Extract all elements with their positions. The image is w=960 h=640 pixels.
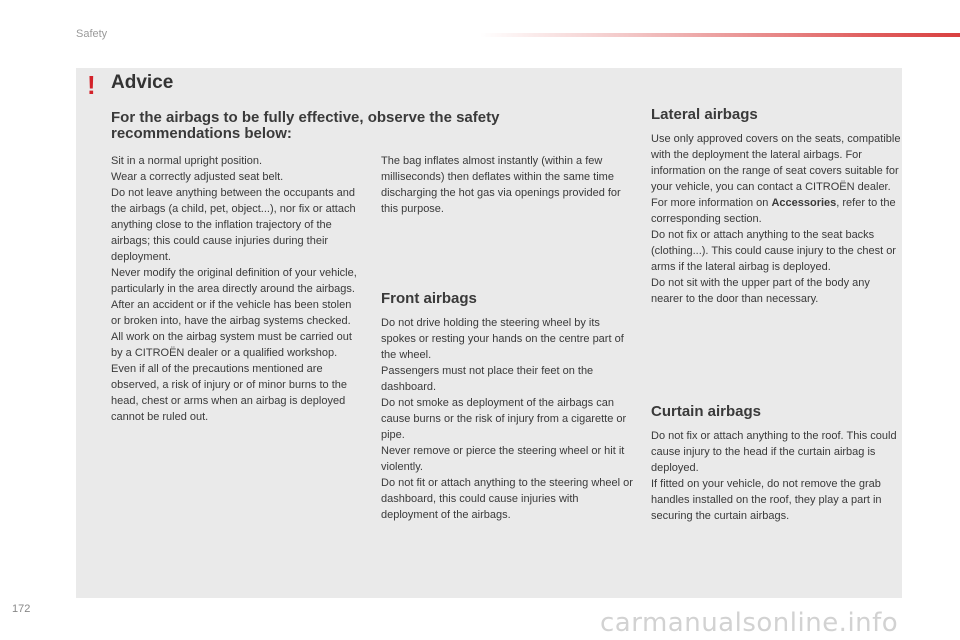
front-line: Do not smoke as deployment of the airbags can cause burns or the risk of injury from a cigarette or pipe. xyxy=(381,397,627,441)
front-line: Never remove or pierce the steering wheel or hit it violently. xyxy=(381,445,625,473)
general-line: Even if all of the precautions mentioned are observed, a risk of injury or of minor burns to the head, chest or arms when an airbag is deployed cannot be ruled out. xyxy=(111,363,347,423)
general-line: All work on the airbag system must be carried out by a CITROËN dealer or a qualified workshop. xyxy=(111,331,352,359)
lateral-airbags-title: Lateral airbags xyxy=(651,106,758,123)
intro-heading: For the airbags to be fully effective, observe the safety recommendations below: xyxy=(111,109,500,142)
general-line: Never modify the original definition of your vehicle, particularly in the area directly around the airbags. xyxy=(111,267,357,295)
general-line: Wear a correctly adjusted seat belt. xyxy=(111,171,284,183)
header-rule xyxy=(480,33,960,37)
section-label: Safety xyxy=(76,28,108,40)
warning-icon: ! xyxy=(87,70,96,100)
general-recommendations xyxy=(111,153,361,425)
general-line: Do not leave anything between the occupants and the airbags (a child, pet, object...), nor fix or attach anything close to the inflation trajectory of the airbags; this could cause injuries during their deployment. xyxy=(111,187,356,263)
lateral-line: Do not fix or attach anything to the seat backs (clothing...). This could cause injury to the chest or arms if the lateral airbag is deployed. xyxy=(651,229,896,273)
lateral-airbags-text xyxy=(651,131,901,307)
curtain-airbags-title: Curtain airbags xyxy=(651,403,762,420)
inflation-note xyxy=(381,153,621,217)
inflation-text: The bag inflates almost instantly (within a few milliseconds) then deflates within the same time discharging the hot gas via openings provided for this purpose. xyxy=(381,155,621,215)
lateral-line: Do not sit with the upper part of the body any nearer to the door than necessary. xyxy=(651,277,870,305)
front-airbags-text xyxy=(381,315,633,523)
lateral-line: Use only approved covers on the seats, compatible with the deployment the lateral airbags. For information on the range of seat covers suitable for your vehicle, you can contact a CITROËN dealer. xyxy=(651,133,901,193)
front-line: Do not fit or attach anything to the steering wheel or dashboard, this could cause injuries with deployment of the airbags. xyxy=(381,477,633,521)
front-airbags-title: Front airbags xyxy=(381,290,477,307)
lateral-line-post: , refer to the corresponding section. xyxy=(651,197,896,225)
curtain-line: Do not fix or attach anything to the roof. This could cause injury to the head if the curtain airbag is deployed. xyxy=(651,430,897,474)
advice-title: Advice xyxy=(111,72,174,93)
lateral-accessories-line xyxy=(651,195,901,227)
curtain-line: If fitted on your vehicle, do not remove the grab handles installed on the roof, they play a part in securing the curtain airbags. xyxy=(651,478,882,522)
watermark: carmanualsonline.info xyxy=(600,608,899,638)
general-line: Sit in a normal upright position. xyxy=(111,155,263,167)
front-line: Do not drive holding the steering wheel by its spokes or resting your hands on the centre part of the wheel. xyxy=(381,317,624,361)
front-line: Passengers must not place their feet on the dashboard. xyxy=(381,365,594,393)
page-number: 172 xyxy=(12,603,31,615)
accessories-ref: Accessories xyxy=(771,197,837,209)
lateral-line-pre: For more information on xyxy=(651,197,772,209)
general-line: After an accident or if the vehicle has been stolen or broken into, have the airbag systems checked. xyxy=(111,299,352,327)
curtain-airbags-text xyxy=(651,428,901,524)
